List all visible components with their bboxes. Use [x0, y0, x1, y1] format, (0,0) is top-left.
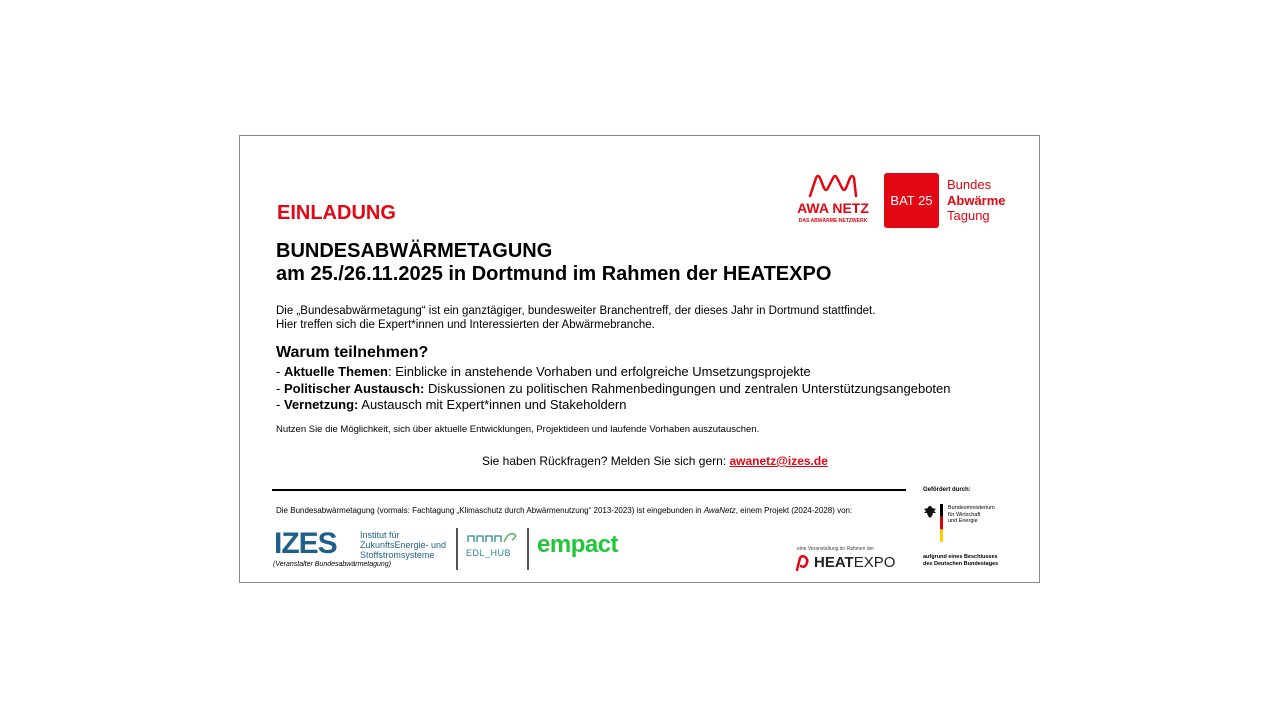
- intro-line-2: Hier treffen sich die Expert*innen und Interessierten der Abwärmebranche.: [276, 319, 655, 331]
- bullet-text: Austausch mit Expert*innen und Stakeholdern: [358, 397, 627, 412]
- heatexpo-flame-icon: [794, 555, 812, 571]
- izes-wordmark: IZES: [274, 527, 337, 560]
- edl-hub-label: EDL_HUB: [466, 548, 512, 558]
- bullet-item: - Vernetzung: Austausch mit Expert*innen und Stakeholdern: [276, 397, 627, 412]
- event-date-location: am 25./26.11.2025 in Dortmund im Rahmen der HEATEXPO: [276, 263, 832, 285]
- bullet-label: Politischer Austausch:: [283, 381, 425, 396]
- awa-wave-icon: [808, 174, 858, 198]
- bullet-text: : Einblicke in anstehende Vorhaben und erfolgreiche Umsetzungsprojekte: [388, 364, 811, 379]
- german-flag-stripe: [940, 504, 943, 542]
- awa-netz-subtitle: DAS ABWÄRME-NETZWERK: [798, 218, 868, 224]
- bullet-item: - Aktuelle Themen: Einblicke in anstehende Vorhaben und erfolgreiche Umsetzungsprojekte: [276, 364, 811, 379]
- bat-line-bundes: Bundes: [947, 177, 992, 192]
- bullet-label: Vernetzung:: [283, 397, 359, 412]
- logo-separator: [527, 528, 529, 570]
- einladung-heading: EINLADUNG: [277, 202, 396, 224]
- edl-hub-logo: [466, 530, 521, 562]
- contact-email-link[interactable]: awanetz@izes.de: [729, 454, 828, 468]
- nutzen-note: Nutzen Sie die Möglichkeit, sich über aktuelle Entwicklungen, Projektideen und laufende Vorhaben auszutauschen.: [276, 424, 760, 435]
- awa-netz-logo: [788, 174, 878, 226]
- event-title: BUNDESABWÄRMETAGUNG: [276, 240, 553, 262]
- izes-institute-name: Institut für ZukunftsEnergie- und Stoffstromsysteme: [360, 530, 447, 560]
- izes-veranstalter-caption: (Veranstalter Bundesabwärmetagung): [273, 561, 392, 568]
- bullet-item: - Politischer Austausch: Diskussionen zu politischen Rahmenbedingungen und zentralen Unterstützungsangeboten: [276, 381, 951, 396]
- contact-line: [482, 454, 828, 468]
- izes-logo: [274, 529, 454, 563]
- bundestag-note: aufgrund eines Beschlusses des Deutschen Bundestages: [923, 554, 999, 567]
- federal-eagle-icon: [922, 504, 938, 520]
- logo-separator: [456, 528, 458, 570]
- bat-line-tagung: Tagung: [947, 208, 990, 223]
- heatexpo-logo: [794, 554, 895, 571]
- invitation-card: [239, 135, 1040, 583]
- heatexpo-expo: EXPO: [853, 554, 896, 571]
- contact-text: Sie haben Rückfragen? Melden Sie sich gern:: [482, 454, 730, 468]
- heatexpo-heat: HEAT: [814, 554, 854, 571]
- bat25-badge: BAT 25: [884, 173, 939, 228]
- intro-line-1: Die „Bundesabwärmetagung“ ist ein ganztägiger, bundesweiter Branchentreff, der dieses Jahr in Dortmund stattfindet.: [276, 305, 876, 317]
- bullet-text: Diskussionen zu politischen Rahmenbedingungen und zentralen Unterstützungsangeboten: [424, 381, 951, 396]
- footer-divider: [272, 489, 906, 491]
- awa-netz-name: AWA NETZ: [797, 200, 869, 216]
- bundes-abwaerme-tagung-wordmark: [947, 177, 1006, 224]
- heatexpo-caption: eine Veranstaltung im Rahmen der: [797, 546, 874, 552]
- project-note: Die Bundesabwärmetagung (vormals: Fachtagung „Klimaschutz durch Abwärmenutzung“ 2013-2023) ist eingebunden in AwaNetz, einem Projekt (2024-2028) von:: [276, 506, 853, 515]
- empact-logo: empact: [537, 531, 619, 558]
- bmwi-name: Bundesministerium für Wirtschaft und Energie: [948, 505, 995, 524]
- funding-label: Gefördert durch:: [923, 487, 971, 493]
- bat-line-abwaerme: Abwärme: [947, 192, 1006, 208]
- edl-hub-icon: [466, 530, 521, 546]
- bullet-label: Aktuelle Themen: [283, 364, 388, 379]
- why-heading: Warum teilnehmen?: [276, 344, 429, 361]
